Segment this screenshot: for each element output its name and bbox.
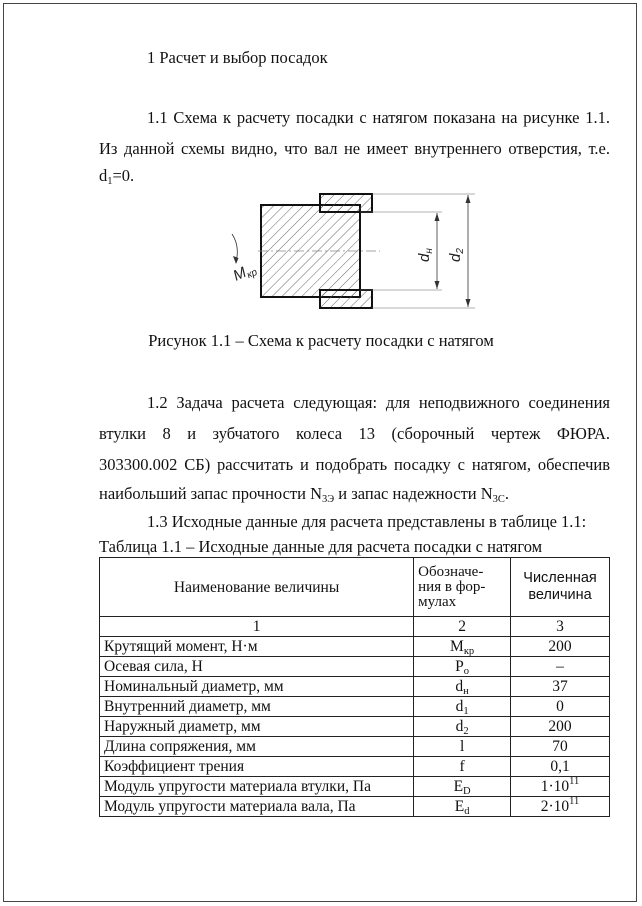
column-number: 1 (100, 617, 414, 637)
row-name: Модуль упругости материала втулки, Па (100, 777, 414, 797)
row-name: Наружный диаметр, мм (100, 717, 414, 737)
row-symbol: l (414, 737, 511, 757)
column-number: 2 (414, 617, 511, 637)
section-heading: 1 Расчет и выбор посадок (147, 48, 328, 67)
table-row (100, 757, 610, 777)
table-row (100, 777, 610, 797)
hub-bottom-section (320, 290, 372, 308)
shaft-section (261, 205, 360, 297)
row-symbol: $E_D$ (414, 777, 511, 797)
dn-label: $d_н$ (416, 248, 435, 262)
table-row (100, 677, 610, 697)
para-1-2-line-4: наибольший запас прочности $N_{3Э}$ и запас надежности $N_{3С}$. (99, 484, 510, 505)
row-name: Номинальный диаметр, мм (100, 677, 414, 697)
table-row (100, 737, 610, 757)
para-1-2-line-2: втулки 8 и зубчатого колеса 13 (сборочный чертеж ФЮРА. (99, 424, 610, 443)
row-name: Коэффициент трения (100, 757, 414, 777)
row-name: Осевая сила, Н (100, 657, 414, 677)
para-1-2-line-1: 1.2 Задача расчета следующая: для неподвижного соединения (147, 393, 610, 412)
table-row (100, 697, 610, 717)
para-1-3: 1.3 Исходные данные для расчета представлены в таблице 1.1: (147, 512, 587, 531)
figure-caption: Рисунок 1.1 – Схема к расчету посадки с натягом (148, 331, 494, 350)
row-symbol: $P_о$ (414, 657, 511, 677)
table-row (100, 657, 610, 677)
para-1-1-line-1: 1.1 Схема к расчету посадки с натягом показана на рисунке 1.1. (147, 108, 610, 127)
fit-scheme-figure (210, 180, 510, 320)
row-symbol: f (414, 757, 511, 777)
torque-label: $M_{кр}$ (230, 263, 260, 285)
row-name: Длина сопряжения, мм (100, 737, 414, 757)
source-data-table (99, 557, 610, 817)
header-symbol: Обозначе-ния в фор-мулах (414, 558, 511, 617)
table-caption: Таблица 1.1 – Исходные данные для расчета посадки с натягом (99, 537, 543, 556)
row-symbol: $d_1$ (414, 697, 511, 717)
para-1-1-line-3: $d_1=0$. (99, 166, 135, 187)
header-name: Наименование величины (100, 558, 414, 617)
table-row (100, 797, 610, 817)
row-symbol: $E_d$ (414, 797, 511, 817)
d2-label: $d_2$ (447, 248, 466, 262)
table-row (100, 637, 610, 657)
row-symbol: $d_н$ (414, 677, 511, 697)
table-row (100, 717, 610, 737)
row-symbol: $M_{кр}$ (414, 637, 511, 657)
header-value: Численная величина (511, 558, 610, 617)
row-value: 0 (511, 697, 610, 717)
para-1-1-line-2: Из данной схемы видно, что вал не имеет внутреннего отверстия, т.е. (99, 139, 610, 158)
column-number: 3 (511, 617, 610, 637)
row-value: 200 (511, 637, 610, 657)
hub-top-section (320, 194, 372, 212)
row-value: 200 (511, 717, 610, 737)
row-name: Внутренний диаметр, мм (100, 697, 414, 717)
row-value: $1\cdot 10^{11}$ (511, 777, 610, 797)
row-name: Крутящий момент, Н·м (100, 637, 414, 657)
row-value: $2\cdot 10^{11}$ (511, 797, 610, 817)
row-name: Модуль упругости материала вала, Па (100, 797, 414, 817)
para-1-2-line-3: 303300.002 СБ) рассчитать и подобрать посадку с натягом, обеспечив (99, 455, 610, 474)
row-value: 70 (511, 737, 610, 757)
row-value: 0,1 (511, 757, 610, 777)
row-value: – (511, 657, 610, 677)
row-symbol: $d_2$ (414, 717, 511, 737)
row-value: 37 (511, 677, 610, 697)
